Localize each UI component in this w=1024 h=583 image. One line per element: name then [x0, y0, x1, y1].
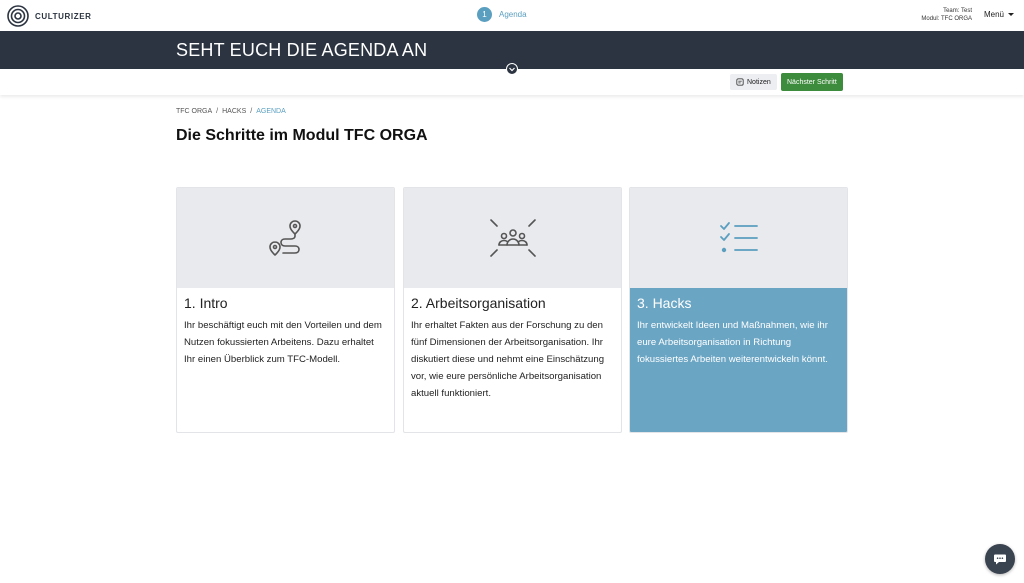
- notes-label: Notizen: [747, 78, 771, 86]
- card-title: 1. Intro: [184, 295, 228, 311]
- menu-button[interactable]: [984, 10, 1014, 19]
- next-step-button[interactable]: [781, 73, 843, 91]
- next-step-label: Nächster Schritt: [787, 78, 837, 86]
- checklist-icon: [718, 220, 760, 256]
- chevron-down-icon: [508, 65, 516, 73]
- card-image: [177, 188, 394, 288]
- breadcrumb: [176, 108, 286, 115]
- breadcrumb-separator: /: [216, 108, 219, 115]
- step-label: Agenda: [499, 10, 527, 19]
- notes-button[interactable]: [730, 74, 777, 90]
- logo-text: CULTURIZER: [35, 11, 92, 21]
- breadcrumb-item[interactable]: HACKS: [222, 108, 247, 115]
- breadcrumb-separator: /: [250, 108, 253, 115]
- card-text: Ihr beschäftigt euch mit den Vorteilen und dem Nutzen fokussierten Arbeitens. Dazu erhaltet Ihr einen Überblick zum TFC-Modell.: [184, 320, 382, 365]
- step-card-arbeitsorganisation[interactable]: [403, 187, 622, 433]
- team-focus-icon: [487, 217, 539, 259]
- card-title: 3. Hacks: [637, 295, 692, 311]
- top-bar: [0, 0, 1024, 31]
- chat-icon: [993, 552, 1007, 566]
- collapse-toggle[interactable]: [506, 63, 518, 75]
- module-line: Modul: TFC ORGA: [921, 16, 972, 22]
- route-icon: [266, 218, 306, 258]
- caret-down-icon: [1008, 13, 1014, 16]
- card-body: [404, 288, 621, 409]
- logo[interactable]: [7, 5, 92, 27]
- team-info: [921, 7, 972, 23]
- card-text: Ihr erhaltet Fakten aus der Forschung zu den fünf Dimensionen der Arbeitsorganisation. Ihr diskutiert diese und nehmt eine Einschätzung vor, wie eure persönliche Arbeitsorganisation aktuell funktioniert.: [411, 320, 605, 399]
- culturizer-logo-icon: [7, 5, 29, 27]
- team-line: Team: Test: [943, 8, 972, 14]
- banner-title: SEHT EUCH DIE AGENDA AN: [176, 40, 428, 60]
- page-title: Die Schritte im Modul TFC ORGA: [176, 127, 428, 144]
- card-title: 2. Arbeitsorganisation: [411, 295, 546, 311]
- step-card-intro[interactable]: [176, 187, 395, 433]
- card-image: [630, 188, 847, 288]
- chat-button[interactable]: [985, 544, 1015, 574]
- card-body: [177, 288, 394, 375]
- notes-icon: [736, 78, 744, 86]
- step-card-hacks[interactable]: [629, 187, 848, 433]
- card-image: [404, 188, 621, 288]
- breadcrumb-item[interactable]: TFC ORGA: [176, 108, 213, 115]
- breadcrumb-item-current: AGENDA: [256, 108, 286, 115]
- card-text: Ihr entwickelt Ideen und Maßnahmen, wie ihr eure Arbeitsorganisation in Richtung fokussiertes Arbeiten weiterentwickeln könnt.: [637, 320, 828, 365]
- step-number: 1: [477, 7, 492, 22]
- step-indicator[interactable]: [477, 7, 527, 22]
- card-body: [630, 288, 847, 433]
- menu-label: Menü: [983, 10, 1004, 19]
